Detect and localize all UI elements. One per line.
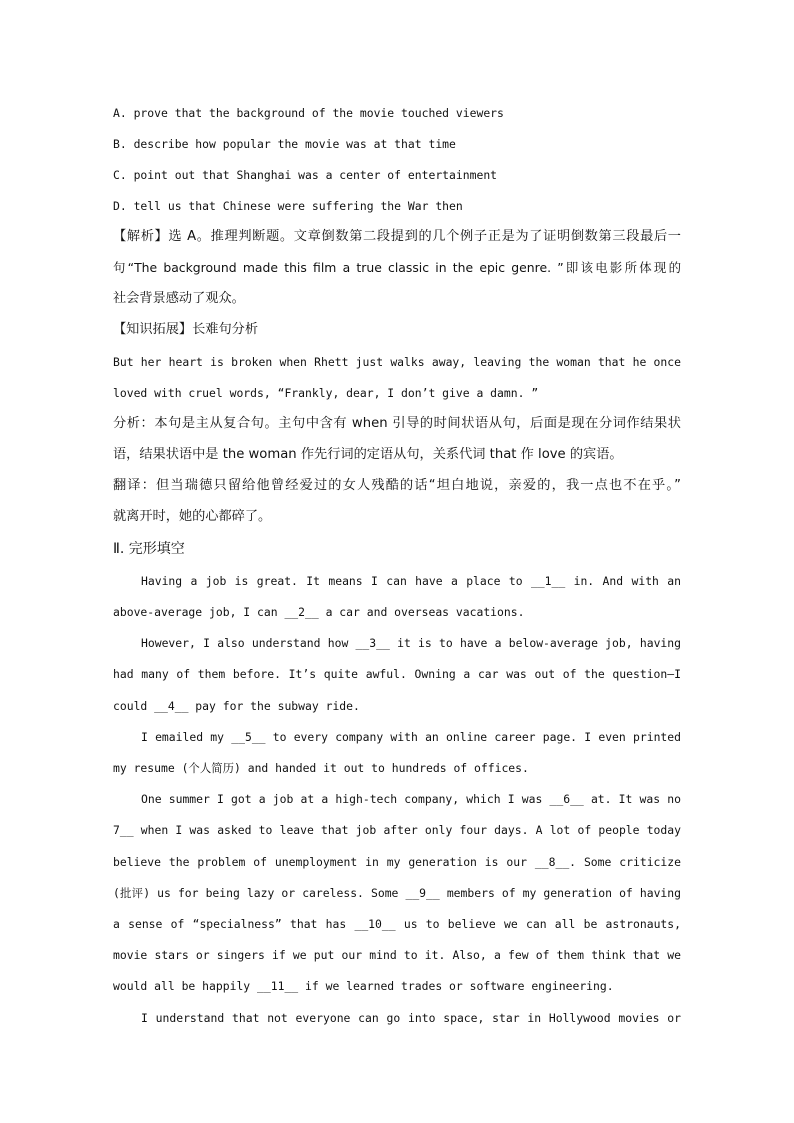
- passage-line-4: had many of them before. It’s quite awful. Owning a car was out of the question—I: [113, 667, 681, 681]
- option-d: D. tell us that Chinese were suffering the War then: [113, 199, 463, 213]
- sentence-line-2: loved with cruel words, “Frankly, dear, I don’t give a damn. ”: [113, 386, 539, 400]
- extension-analysis-line-2: 语，结果状语中是 the woman 作先行词的定语从句，关系代词 that 作 love 的宾语。: [113, 447, 623, 462]
- analysis-line-1: 【解析】选 A。推理判断题。文章倒数第二段提到的几个例子正是为了证明倒数第三段最后一: [113, 229, 681, 244]
- passage-line-7: my resume (个人简历) and handed it out to hundreds of offices.: [113, 761, 529, 775]
- passage-line-5: could __4__ pay for the subway ride.: [113, 699, 360, 713]
- sentence-line-1: But her heart is broken when Rhett just walks away, leaving the woman that he once: [113, 355, 681, 369]
- option-a: A. prove that the background of the movie touched viewers: [113, 106, 504, 120]
- section-title: Ⅱ. 完形填空: [113, 541, 185, 557]
- extension-heading: 【知识拓展】长难句分析: [113, 322, 259, 337]
- passage-line-11: (批评) us for being lazy or careless. Some __9__ members of my generation of having: [113, 886, 681, 900]
- passage-line-12: a sense of “specialness” that has __10__ us to believe we can all be astronauts,: [113, 917, 681, 931]
- option-c: C. point out that Shanghai was a center of entertainment: [113, 168, 498, 182]
- passage-line-9: 7__ when I was asked to leave that job after only four days. A lot of people today: [113, 823, 681, 837]
- translation-line-2: 就离开时，她的心都碎了。: [113, 509, 272, 524]
- passage-line-6: I emailed my __5__ to every company with an online career page. I even printed: [141, 730, 681, 744]
- option-b: B. describe how popular the movie was at that time: [113, 137, 456, 151]
- extension-analysis-line-1: 分析：本句是主从复合句。主句中含有 when 引导的时间状语从句，后面是现在分词作结果状: [113, 416, 681, 431]
- passage-line-15: I understand that not everyone can go into space, star in Hollywood movies or: [141, 1011, 681, 1025]
- passage-line-2: above-average job, I can __2__ a car and overseas vacations.: [113, 605, 525, 619]
- passage-line-3: However, I also understand how __3__ it is to have a below-average job, having: [141, 636, 681, 650]
- passage-line-14: would all be happily __11__ if we learned trades or software engineering.: [113, 979, 614, 993]
- passage-line-1: Having a job is great. It means I can have a place to __1__ in. And with an: [141, 574, 681, 588]
- passage-line-13: movie stars or singers if we put our mind to it. Also, a few of them think that we: [113, 948, 681, 962]
- passage-line-8: One summer I got a job at a high-tech company, which I was __6__ at. It was no: [141, 792, 681, 806]
- translation-line-1: 翻译：但当瑞德只留给他曾经爱过的女人残酷的话“坦白地说，亲爱的，我一点也不在乎。”: [113, 478, 681, 493]
- passage-line-10: believe the problem of unemployment in my generation is our __8__. Some criticize: [113, 855, 681, 869]
- analysis-line-3: 社会背景感动了观众。: [113, 291, 245, 306]
- analysis-line-2: 句“The background made this film a true classic in the epic genre. ”即该电影所体现的: [113, 260, 681, 275]
